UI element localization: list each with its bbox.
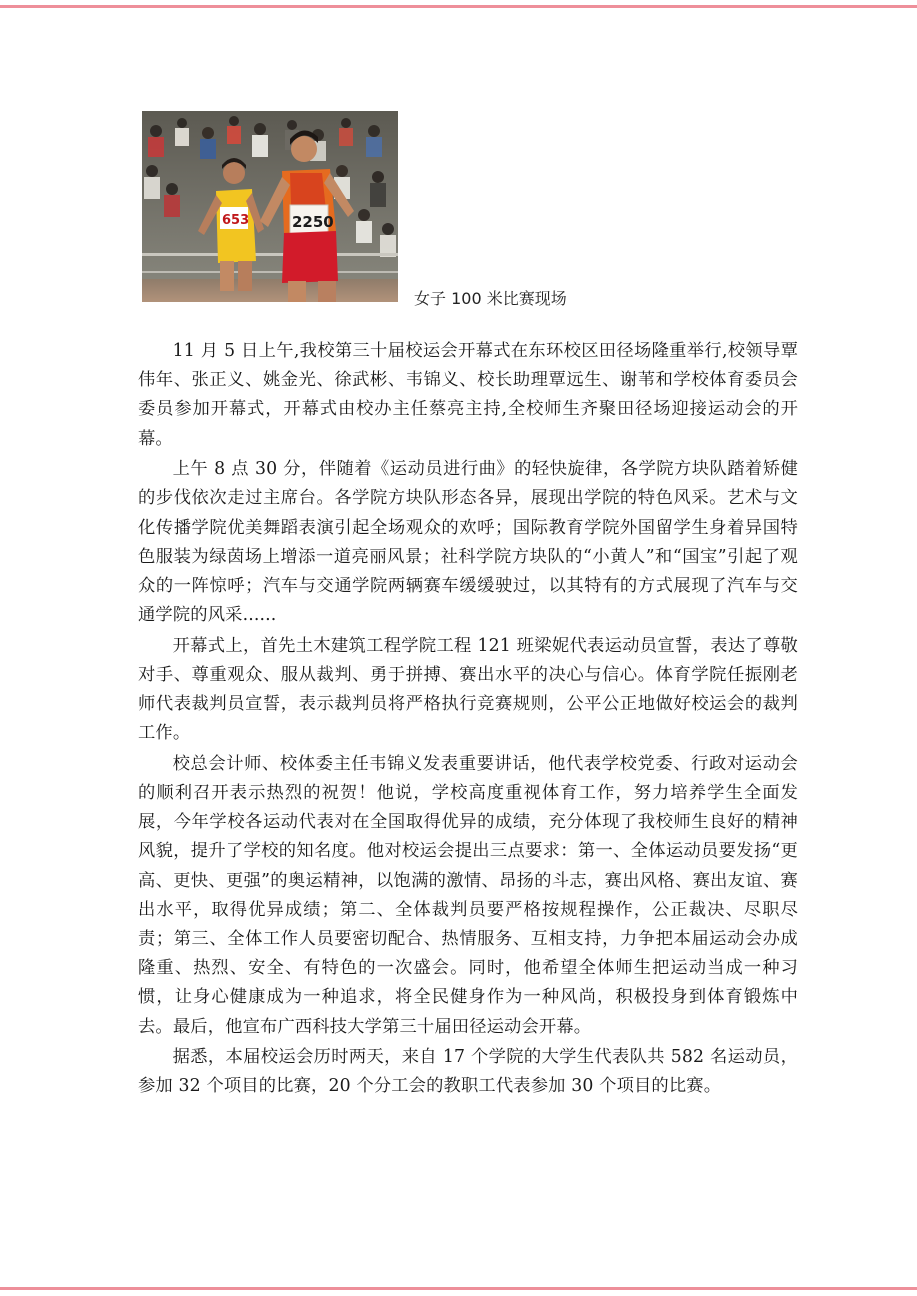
paragraph-summary: 据悉，本届校运会历时两天，来自 17 个学院的大学生代表队共 582 名运动员，参加 32 个项目的比赛，20 个分工会的教职工代表参加 30 个项目的比赛。: [138, 1047, 798, 1097]
paragraph-oath: 开幕式上，首先土木建筑工程学院工程 121 班梁妮代表运动员宣誓，表达了尊敬对手、尊重观众、服从裁判、勇于拼搏、赛出水平的决心与信心。体育学院任振刚老师代表裁判员宣誓，表示裁判员将严格执行竞赛规则，公平公正地做好校运会的裁判工作。: [138, 635, 798, 744]
paragraph-speech: 校总会计师、校体委主任韦锦义发表重要讲话，他代表学校党委、行政对运动会的顺利召开表示热烈的祝贺！他说，学校高度重视体育工作，努力培养学生全面发展，今年学校各运动代表对在全国取得优异的成绩，充分体现了我校师生良好的精神风貌，提升了学校的知名度。他对校运会提出三点要求：第一、全体运动员要发扬“更高、更快、更强”的奥运精神，以饱满的激情、昂扬的斗志，赛出风格、赛出友谊、赛出水平，取得优异成绩；第二、全体裁判员要严格按规程操作，公正裁决、尽职尽责；第三、全体工作人员要密切配合、热情服务、互相支持，力争把本届运动会办成隆重、热烈、安全、有特色的一次盛会。同时，他希望全体师生把运动当成一种习惯，让身心健康成为一种追求，将全民健身作为一种风尚，积极投身到体育锻炼中去。最后，他宣布广西科技大学第三十届田径运动会开幕。: [138, 753, 798, 1037]
paragraph-parade: 上午 8 点 30 分，伴随着《运动员进行曲》的轻快旋律，各学院方块队踏着矫健的步伐依次走过主席台。各学院方块队形态各异，展现出学院的特色风采。艺术与文化传播学院优美舞蹈表演引起全场观众的欢呼；国际教育学院外国留学生身着异国特色服装为绿茵场上增添一道亮丽风景；社科学院方块队的“小黄人”和“国宝”引起了观众的一阵惊呼；汽车与交通学院两辆赛车缓缓驶过，以其特有的方式展现了汽车与交通学院的风采......: [138, 459, 798, 626]
front-runner-bib: 2250: [292, 213, 334, 231]
bottom-rule: [0, 1287, 917, 1290]
paragraph-opening: 11 月 5 日上午,我校第三十届校运会开幕式在东环校区田径场隆重举行,校领导覃伟年、张正义、姚金光、徐武彬、韦锦义、校长助理覃远生、谢苇和学校体育委员会委员参加开幕式，开幕式由校办主任蔡亮主持,全校师生齐聚田径场迎接运动会的开幕。: [138, 341, 798, 449]
race-photo: [142, 111, 398, 302]
back-runner-bib: 653: [222, 213, 250, 228]
top-rule: [0, 5, 917, 8]
photo-caption: 女子 100 米比赛现场: [414, 289, 567, 308]
article-body: [138, 337, 798, 1103]
